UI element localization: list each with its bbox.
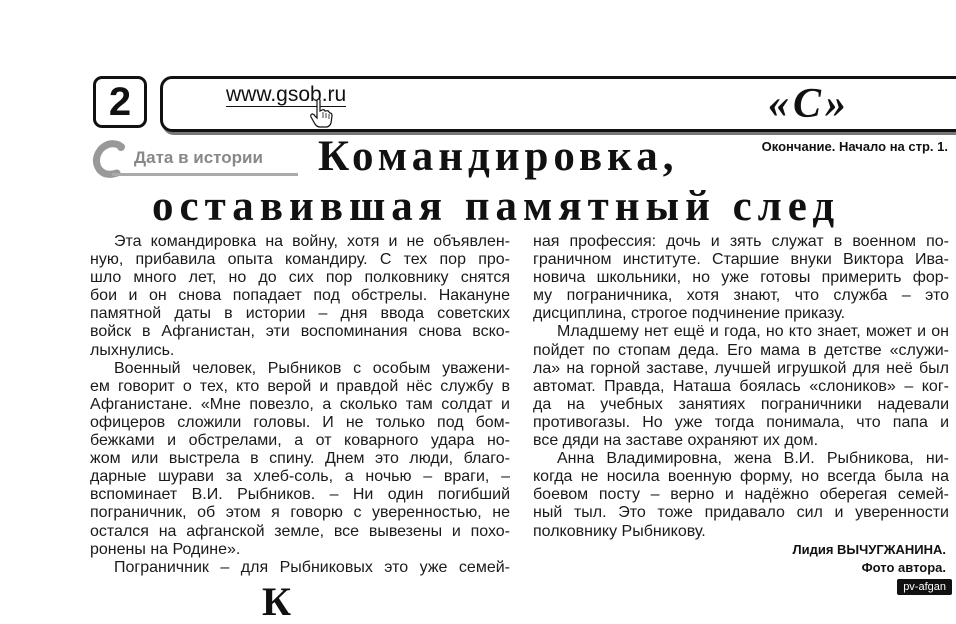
article-line: ную, прибавила опыта командиру. С тех пор про- [90,251,510,269]
article-line: ронены на Родине». [90,540,241,558]
article-line: Пограничник – для Рыбниковых это уже семей- [114,558,510,576]
article-line: пограничник, об этом я говорю с уверенностью, не [90,504,510,522]
article-line: войск в Афганистан, эти воспоминания снова вско- [90,323,510,341]
article-line: ный тыл. Это тоже придавало сил и уверенности [533,504,949,522]
hand-cursor-icon [309,98,333,128]
rubric-underline [112,173,298,176]
article-line: бои и он снова попадает под обстрелы. Накануне [90,287,510,305]
article-line: все дяди на заставе охраняют их дом. [533,432,819,450]
article-line: Анна Владимировна, жена В.И. Рыбникова, ни- [557,450,949,468]
article-line: Младшему нет ещё и года, но кто знает, может и он [557,323,949,341]
article-line: пойдет по стопам деда. Его мама в детстве «служи- [533,341,949,359]
article-left-column [90,233,510,577]
article-line: офицеров сложили головы. И не только под бом- [90,413,510,431]
next-headline-fragment: К [262,579,300,624]
article-line: дисциплина, строгое подчинение приказу. [533,305,846,323]
article-line: противогазы. Но уже тогда понимала, что папа и [533,413,949,431]
article-line: лыхнулись. [90,341,175,359]
article-line: полковнику Рыбникову. [533,522,706,540]
headline-line-2: оставившая памятный след [152,183,841,230]
article-line: Военный человек, Рыбников с особым уважени- [114,359,510,377]
article-line: когда не носила военную форму, но всегда была на [533,468,949,486]
article-line: му пограничника, хотя знают, что служба – это [533,287,949,305]
article-line: бежками и обстрелами, а от коварного удара но- [90,432,510,450]
article-line: боевом посту – верно и надёжно оберегая семей- [533,486,949,504]
photo-credit: Фото автора. [861,560,946,575]
article-right-column [533,233,949,541]
article-line: новича школьники, но уже готовы примерить фор- [533,269,949,287]
article-line: жом или выстрела в спину. Днем это люди, благо- [90,450,510,468]
article-line: автомат. Правда, Наташа боялась «слоников» – ког- [533,377,949,395]
page-number: 2 [93,76,147,128]
rubric-label: Дата в истории [134,148,263,167]
article-line: Афганистане. «Мне повезло, а сколько там солдат и [90,395,510,413]
watermark-badge: pv-afgan [897,579,952,595]
headline-line-1: Командировка, [318,133,679,180]
article-line: памятной даты в истории – дня ввода советских [90,305,510,323]
article-line: ем говорит о тех, кто верой и правдой нёс службу в [90,377,510,395]
article-line: ла» на горной заставе, лучшей игрушкой для неё был [533,359,949,377]
author-signature: Лидия ВЫЧУГЖАНИНА. [792,542,946,557]
article-line: Эта командировка на войну, хотя и не объявлен- [114,233,510,250]
article-line: шло много лет, но до сих пор полковнику снятся [90,269,510,287]
article-line: граничном институте. Старшие внуки Виктора Ива- [533,251,949,269]
continuation-note: Окончание. Начало на стр. 1. [761,139,948,154]
article-line: остался на афганской земле, все вывезены и похо- [90,522,510,540]
article-line: да на учебных занятиях пограничники надевали [533,395,949,413]
site-link[interactable]: www.gsob.ru [226,83,347,106]
article-line: вспоминает В.И. Рыбников. – Ни один погибший [90,486,510,504]
article-line: ная профессия: дочь и зять служат в военном по- [533,233,949,250]
article-line: дарные шурави за хлеб-соль, а ночью – враги, – [90,468,510,486]
newspaper-brand: «С» [768,81,851,127]
